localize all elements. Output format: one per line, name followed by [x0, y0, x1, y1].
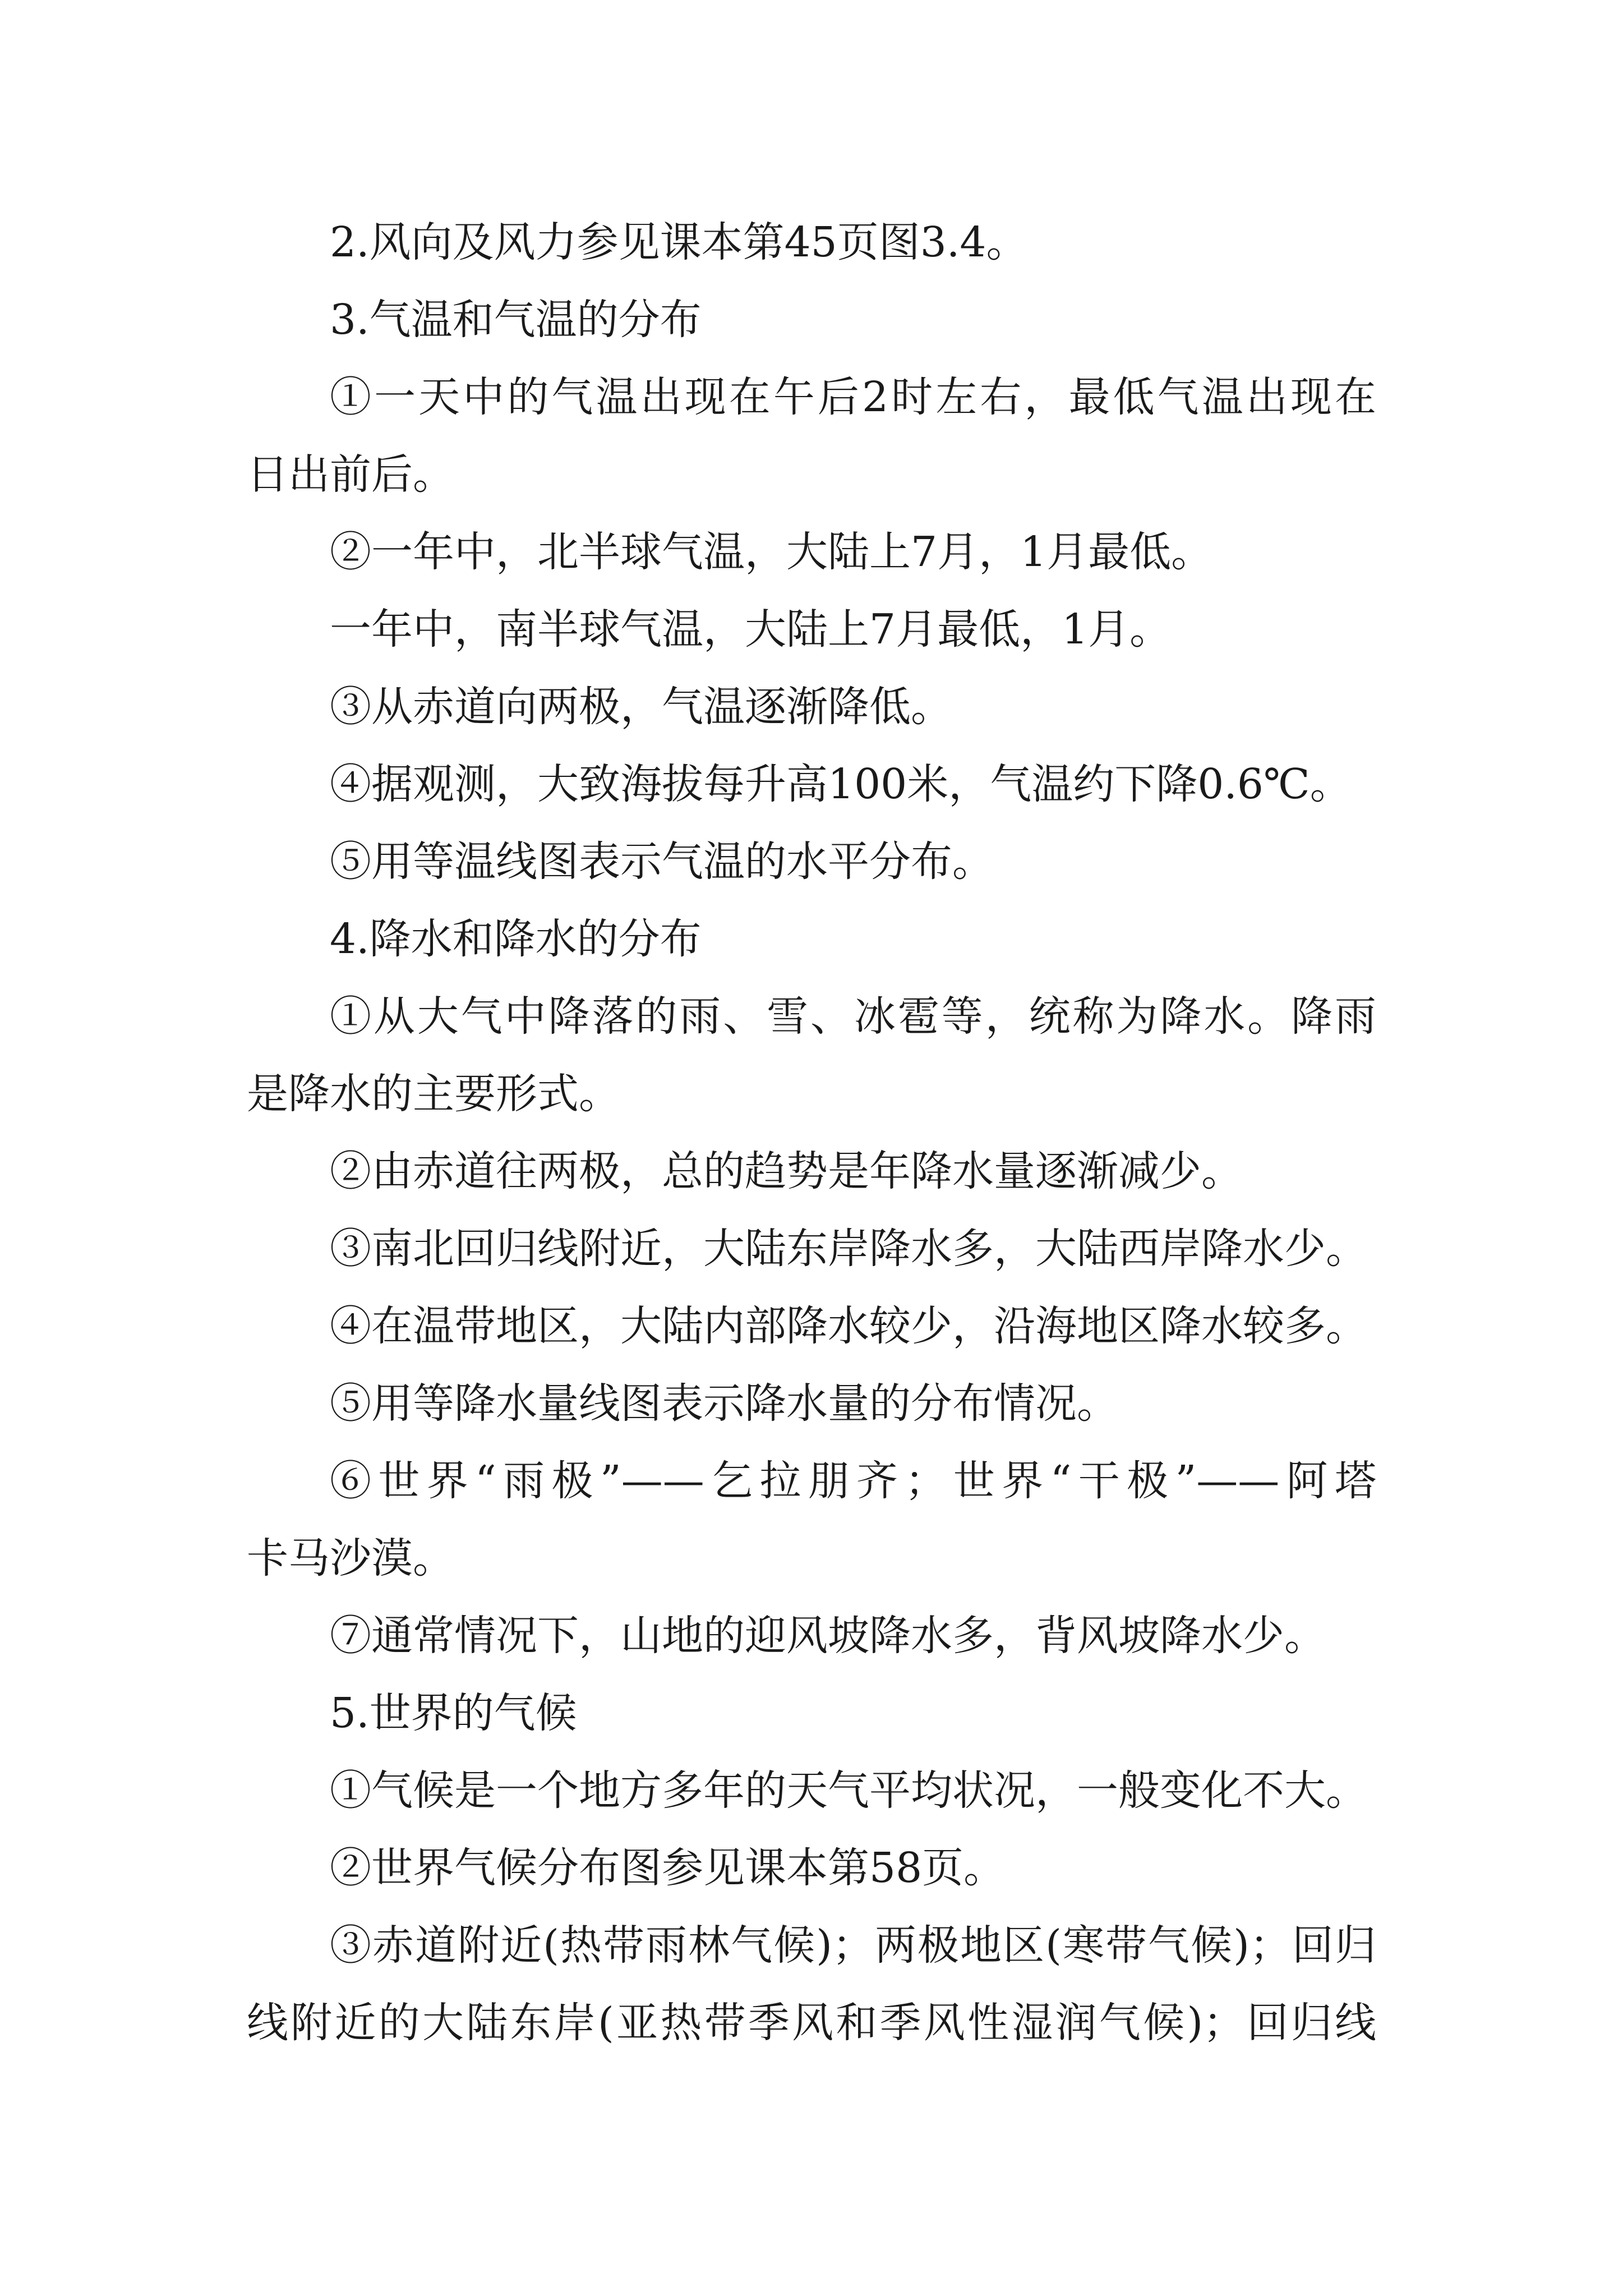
text-line-10: 4.降水和降水的分布: [330, 915, 702, 963]
text-line-20: 5.世界的气候: [330, 1689, 577, 1737]
text-line-17: ⑥世界“雨极”——乞拉朋齐；世界“干极”——阿塔: [330, 1457, 1376, 1505]
text-line-21: ①气候是一个地方多年的天气平均状况，一般变化不大。: [330, 1766, 1367, 1815]
text-line-18: 卡马沙漠。: [247, 1534, 454, 1582]
text-line-23: ③赤道附近(热带雨林气候)；两极地区(寒带气候)；回归: [330, 1921, 1376, 1970]
text-line-11: ①从大气中降落的雨、雪、冰雹等，统称为降水。降雨: [330, 992, 1376, 1041]
text-line-4: 日出前后。: [247, 450, 454, 499]
text-line-2: 3.气温和气温的分布: [330, 296, 702, 344]
text-line-3: ①一天中的气温出现在午后2时左右，最低气温出现在: [330, 373, 1376, 421]
text-line-15: ④在温带地区，大陆内部降水较少，沿海地区降水较多。: [330, 1302, 1367, 1350]
text-line-1: 2.风向及风力参见课本第45页图3.4。: [330, 218, 1028, 266]
text-line-12: 是降水的主要形式。: [247, 1070, 620, 1118]
text-line-14: ③南北回归线附近，大陆东岸降水多，大陆西岸降水少。: [330, 1225, 1367, 1273]
text-line-9: ⑤用等温线图表示气温的水平分布。: [330, 838, 994, 886]
text-line-22: ②世界气候分布图参见课本第58页。: [330, 1844, 1006, 1892]
text-line-7: ③从赤道向两极，气温逐渐降低。: [330, 683, 952, 731]
text-line-16: ⑤用等降水量线图表示降水量的分布情况。: [330, 1379, 1118, 1428]
text-line-8: ④据观测，大致海拔每升高100米，气温约下降0.6℃。: [330, 760, 1352, 808]
text-line-24: 线附近的大陆东岸(亚热带季风和季风性湿润气候)；回归线: [247, 1999, 1376, 2047]
text-line-6: 一年中，南半球气温，大陆上7月最低，1月。: [330, 605, 1172, 654]
text-line-13: ②由赤道往两极，总的趋势是年降水量逐渐减少。: [330, 1147, 1243, 1195]
text-line-5: ②一年中，北半球气温，大陆上7月，1月最低。: [330, 528, 1213, 576]
text-line-19: ⑦通常情况下，山地的迎风坡降水多，背风坡降水少。: [330, 1612, 1326, 1660]
